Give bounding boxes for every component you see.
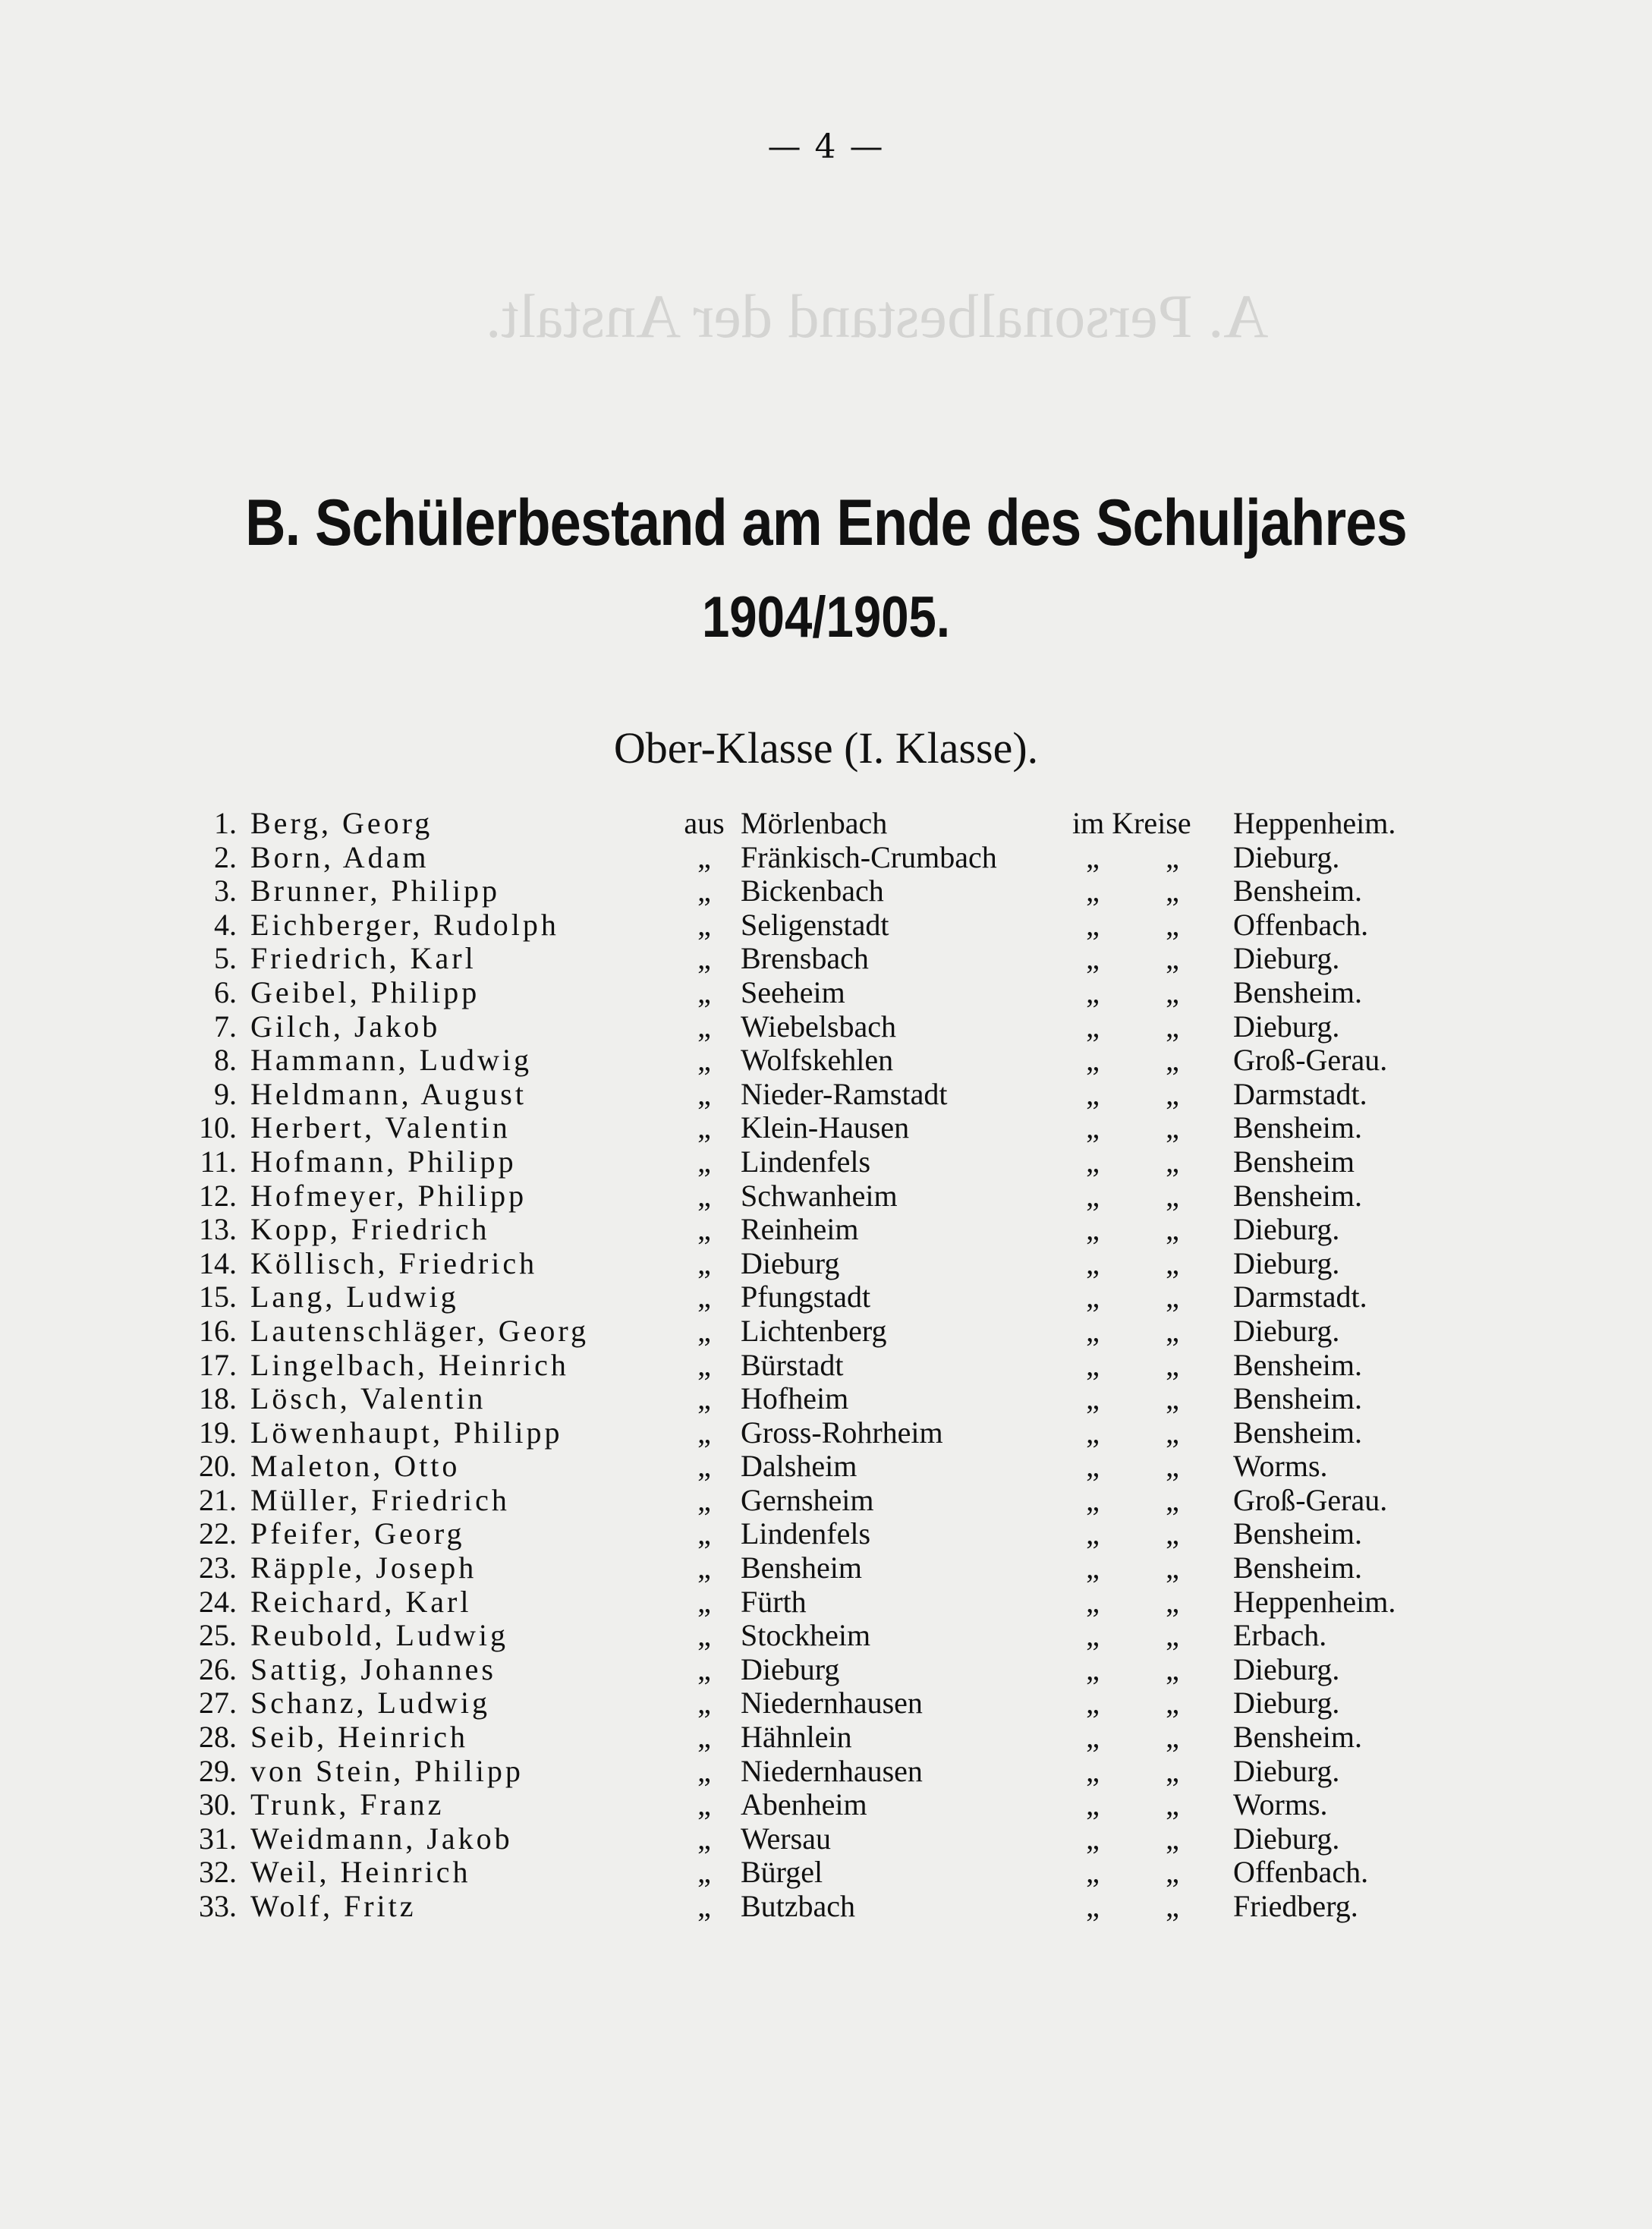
- student-name: Lösch, Valentin: [250, 1381, 486, 1416]
- section-heading: B. Schülerbestand am Ende des Schuljahres: [245, 486, 1407, 559]
- student-name: Born, Adam: [250, 839, 430, 874]
- student-name: Schanz, Ludwig: [250, 1686, 490, 1721]
- home-town: Stockheim: [741, 1618, 871, 1653]
- student-number: 17.: [199, 1347, 237, 1382]
- ditto-mark: „: [1166, 1212, 1179, 1247]
- school-year: 1904/1905.: [701, 585, 951, 650]
- student-row: [0, 1044, 1652, 1078]
- origin-marker: „: [697, 1245, 711, 1280]
- student-name: von Stein, Philipp: [250, 1753, 524, 1788]
- student-number: 7.: [214, 1009, 237, 1044]
- student-row: [0, 1585, 1652, 1620]
- ditto-mark: „: [1086, 1651, 1100, 1686]
- origin-marker: „: [697, 1618, 711, 1653]
- student-number: 15.: [199, 1280, 237, 1314]
- origin-marker: „: [697, 974, 711, 1009]
- home-town: Fränkisch-Crumbach: [741, 839, 997, 874]
- home-town: Bürstadt: [741, 1347, 844, 1382]
- origin-marker: „: [697, 1449, 711, 1484]
- district-name: Bensheim.: [1233, 1381, 1362, 1416]
- ditto-mark: „: [1166, 1821, 1179, 1856]
- home-town: Fürth: [741, 1584, 807, 1619]
- district-name: Dieburg.: [1233, 941, 1340, 976]
- ditto-mark: „: [1166, 874, 1179, 908]
- student-number: 5.: [214, 941, 237, 976]
- district-name: Bensheim.: [1233, 874, 1362, 908]
- student-number: 30.: [199, 1787, 237, 1822]
- student-number: 28.: [199, 1720, 237, 1755]
- student-number: 20.: [199, 1449, 237, 1484]
- district-name: Groß-Gerau.: [1233, 1482, 1388, 1517]
- home-town: Wolfskehlen: [741, 1043, 894, 1078]
- home-town: Seligenstadt: [741, 907, 889, 942]
- student-name: Kopp, Friedrich: [250, 1212, 490, 1247]
- ditto-mark: „: [1086, 1889, 1100, 1923]
- home-town: Dieburg: [741, 1245, 840, 1280]
- student-row: [0, 942, 1652, 976]
- home-town: Bickenbach: [741, 874, 884, 908]
- student-name: Eichberger, Rudolph: [250, 907, 559, 942]
- origin-marker: „: [697, 1280, 711, 1314]
- district-name: Friedberg.: [1233, 1889, 1358, 1923]
- student-number: 23.: [199, 1551, 237, 1585]
- ditto-mark: „: [1086, 1449, 1100, 1484]
- student-number: 4.: [214, 907, 237, 942]
- home-town: Lindenfels: [741, 1516, 871, 1551]
- district-name: Offenbach.: [1233, 907, 1369, 942]
- ditto-mark: „: [1166, 1551, 1179, 1585]
- district-name: Worms.: [1233, 1449, 1328, 1484]
- student-name: Hammann, Ludwig: [250, 1043, 533, 1078]
- student-row: [0, 1247, 1652, 1281]
- home-town: Seeheim: [741, 974, 845, 1009]
- home-town: Schwanheim: [741, 1178, 898, 1213]
- ditto-mark: „: [1086, 1584, 1100, 1619]
- ditto-mark: „: [1086, 874, 1100, 908]
- ditto-mark: „: [1086, 1720, 1100, 1755]
- student-number: 31.: [199, 1821, 237, 1856]
- student-name: Reubold, Ludwig: [250, 1618, 508, 1653]
- origin-marker: „: [697, 1178, 711, 1213]
- origin-marker: „: [697, 1787, 711, 1822]
- ditto-mark: „: [1086, 1415, 1100, 1450]
- student-number: 2.: [214, 839, 237, 874]
- ditto-mark: „: [1166, 1618, 1179, 1653]
- ditto-mark: „: [1086, 1178, 1100, 1213]
- ditto-mark: „: [1086, 1313, 1100, 1348]
- ditto-mark: „: [1166, 1415, 1179, 1450]
- district-name: Dieburg.: [1233, 839, 1340, 874]
- student-name: Weidmann, Jakob: [250, 1821, 513, 1856]
- student-row: [0, 874, 1652, 908]
- student-number: 19.: [199, 1415, 237, 1450]
- student-name: Müller, Friedrich: [250, 1482, 510, 1517]
- ditto-mark: „: [1166, 1584, 1179, 1619]
- origin-marker: „: [697, 1313, 711, 1348]
- district-name: Heppenheim.: [1233, 1584, 1396, 1619]
- origin-marker: „: [697, 874, 711, 908]
- home-town: Butzbach: [741, 1889, 856, 1923]
- ditto-mark: „: [1166, 1110, 1179, 1145]
- ditto-mark: „: [1086, 1482, 1100, 1517]
- ditto-mark: „: [1086, 1787, 1100, 1822]
- student-row: [0, 1349, 1652, 1383]
- district-name: Erbach.: [1233, 1618, 1327, 1653]
- student-number: 25.: [199, 1618, 237, 1653]
- origin-marker: „: [697, 1110, 711, 1145]
- student-name: Wolf, Fritz: [250, 1889, 417, 1923]
- home-town: Wersau: [741, 1821, 831, 1856]
- student-number: 1.: [214, 806, 237, 840]
- ditto-mark: „: [1166, 1009, 1179, 1044]
- student-row: [0, 1755, 1652, 1789]
- district-name: Darmstadt.: [1233, 1076, 1367, 1111]
- student-roster: [0, 807, 1652, 1924]
- ditto-mark: „: [1166, 1043, 1179, 1078]
- home-town: Mörlenbach: [741, 806, 888, 840]
- student-row: [0, 1551, 1652, 1585]
- origin-marker: „: [697, 907, 711, 942]
- student-name: Berg, Georg: [250, 806, 433, 840]
- ditto-mark: „: [1166, 1482, 1179, 1517]
- student-number: 27.: [199, 1686, 237, 1721]
- student-number: 16.: [199, 1313, 237, 1348]
- district-name: Bensheim.: [1233, 974, 1362, 1009]
- student-row: [0, 1517, 1652, 1551]
- student-row: [0, 1010, 1652, 1044]
- origin-marker: „: [697, 1009, 711, 1044]
- origin-marker: „: [697, 1144, 711, 1179]
- district-name: Darmstadt.: [1233, 1280, 1367, 1314]
- student-number: 18.: [199, 1381, 237, 1416]
- ditto-mark: „: [1086, 1753, 1100, 1788]
- student-number: 14.: [199, 1245, 237, 1280]
- ditto-mark: „: [1166, 941, 1179, 976]
- ditto-mark: „: [1166, 974, 1179, 1009]
- origin-marker: „: [697, 839, 711, 874]
- origin-marker: „: [697, 1415, 711, 1450]
- district-name: Dieburg.: [1233, 1821, 1340, 1856]
- ditto-mark: „: [1166, 1686, 1179, 1721]
- student-number: 33.: [199, 1889, 237, 1923]
- origin-marker: „: [697, 1043, 711, 1078]
- ditto-mark: „: [1086, 1076, 1100, 1111]
- ditto-mark: „: [1086, 1381, 1100, 1416]
- home-town: Pfungstadt: [741, 1280, 871, 1314]
- home-town: Dieburg: [741, 1651, 840, 1686]
- student-row: [0, 1213, 1652, 1247]
- district-name: Bensheim: [1233, 1144, 1355, 1179]
- student-number: 8.: [214, 1043, 237, 1078]
- student-name: Pfeifer, Georg: [250, 1516, 465, 1551]
- district-name: Offenbach.: [1233, 1855, 1369, 1890]
- student-number: 12.: [199, 1178, 237, 1213]
- student-name: Herbert, Valentin: [250, 1110, 511, 1145]
- district-name: Bensheim.: [1233, 1110, 1362, 1145]
- student-number: 3.: [214, 874, 237, 908]
- ditto-mark: „: [1086, 907, 1100, 942]
- student-row: [0, 807, 1652, 841]
- district-name: Dieburg.: [1233, 1212, 1340, 1247]
- student-number: 9.: [214, 1076, 237, 1111]
- student-row: [0, 1788, 1652, 1822]
- student-row: [0, 1416, 1652, 1450]
- class-title: Ober-Klasse (I. Klasse).: [613, 723, 1039, 773]
- district-name: Bensheim.: [1233, 1347, 1362, 1382]
- ditto-mark: „: [1166, 1347, 1179, 1382]
- ditto-mark: „: [1086, 1212, 1100, 1247]
- origin-marker: „: [697, 1889, 711, 1923]
- page-number: — 4 —: [767, 128, 885, 166]
- ditto-mark: „: [1166, 1855, 1179, 1890]
- home-town: Klein-Hausen: [741, 1110, 910, 1145]
- origin-marker: „: [697, 1347, 711, 1382]
- home-town: Brensbach: [741, 941, 869, 976]
- student-row: [0, 1314, 1652, 1349]
- origin-marker: „: [697, 1076, 711, 1111]
- district-name: Dieburg.: [1233, 1686, 1340, 1721]
- student-name: Hofmann, Philipp: [250, 1144, 517, 1179]
- district-name: Bensheim.: [1233, 1551, 1362, 1585]
- student-name: Lang, Ludwig: [250, 1280, 459, 1314]
- origin-marker: „: [697, 1551, 711, 1585]
- ditto-mark: „: [1086, 839, 1100, 874]
- student-row: [0, 1890, 1652, 1924]
- ditto-mark: „: [1086, 1821, 1100, 1856]
- home-town: Hähnlein: [741, 1720, 852, 1755]
- origin-marker: „: [697, 1516, 711, 1551]
- student-number: 22.: [199, 1516, 237, 1551]
- ditto-mark: „: [1166, 1144, 1179, 1179]
- ditto-mark: „: [1086, 974, 1100, 1009]
- ditto-mark: „: [1166, 1753, 1179, 1788]
- home-town: Dalsheim: [741, 1449, 857, 1484]
- ditto-mark: „: [1166, 1381, 1179, 1416]
- ditto-mark: „: [1166, 1889, 1179, 1923]
- student-name: Hofmeyer, Philipp: [250, 1178, 527, 1213]
- student-row: [0, 1484, 1652, 1518]
- district-name: Dieburg.: [1233, 1651, 1340, 1686]
- origin-marker: „: [697, 1821, 711, 1856]
- student-number: 11.: [200, 1144, 237, 1179]
- student-name: Löwenhaupt, Philipp: [250, 1415, 563, 1450]
- ditto-mark: „: [1086, 1280, 1100, 1314]
- student-name: Maleton, Otto: [250, 1449, 461, 1484]
- ditto-mark: „: [1086, 1144, 1100, 1179]
- ditto-mark: „: [1166, 1651, 1179, 1686]
- student-row: [0, 908, 1652, 943]
- ditto-mark: „: [1166, 1787, 1179, 1822]
- ditto-mark: „: [1086, 1618, 1100, 1653]
- ditto-mark: „: [1166, 1280, 1179, 1314]
- student-row: [0, 1653, 1652, 1687]
- district-name: Bensheim.: [1233, 1516, 1362, 1551]
- ditto-mark: „: [1086, 1686, 1100, 1721]
- origin-marker: „: [697, 1212, 711, 1247]
- origin-marker: „: [697, 1482, 711, 1517]
- home-town: Hofheim: [741, 1381, 849, 1416]
- home-town: Reinheim: [741, 1212, 859, 1247]
- student-name: Heldmann, August: [250, 1076, 527, 1111]
- student-name: Köllisch, Friedrich: [250, 1245, 538, 1280]
- ditto-mark: „: [1086, 1551, 1100, 1585]
- student-name: Seib, Heinrich: [250, 1720, 469, 1755]
- student-row: [0, 841, 1652, 875]
- student-row: [0, 1822, 1652, 1856]
- student-number: 24.: [199, 1584, 237, 1619]
- district-name: Dieburg.: [1233, 1009, 1340, 1044]
- bleed-through-heading: A. Personalbestand der Anstalt.: [486, 282, 1269, 351]
- origin-marker: „: [697, 941, 711, 976]
- home-town: Nieder-Ramstadt: [741, 1076, 948, 1111]
- student-row: [0, 1111, 1652, 1145]
- student-row: [0, 1078, 1652, 1112]
- district-name: Bensheim.: [1233, 1178, 1362, 1213]
- student-name: Friedrich, Karl: [250, 941, 477, 976]
- origin-marker: „: [697, 1720, 711, 1755]
- origin-marker: aus: [684, 806, 725, 840]
- student-name: Gilch, Jakob: [250, 1009, 441, 1044]
- student-name: Lingelbach, Heinrich: [250, 1347, 569, 1382]
- ditto-mark: „: [1086, 1110, 1100, 1145]
- ditto-mark: „: [1166, 1516, 1179, 1551]
- home-town: Bensheim: [741, 1551, 862, 1585]
- student-row: [0, 1145, 1652, 1179]
- ditto-mark: „: [1086, 1516, 1100, 1551]
- ditto-mark: „: [1166, 839, 1179, 874]
- student-name: Lautenschläger, Georg: [250, 1313, 589, 1348]
- ditto-mark: „: [1086, 1043, 1100, 1078]
- ditto-mark: „: [1086, 1245, 1100, 1280]
- ditto-mark: „: [1086, 1009, 1100, 1044]
- district-name: Dieburg.: [1233, 1245, 1340, 1280]
- home-town: Niedernhausen: [741, 1753, 923, 1788]
- home-town: Gross-Rohrheim: [741, 1415, 943, 1450]
- ditto-mark: „: [1166, 1313, 1179, 1348]
- district-name: Bensheim.: [1233, 1720, 1362, 1755]
- district-name: Heppenheim.: [1233, 806, 1396, 840]
- ditto-mark: „: [1166, 1178, 1179, 1213]
- district-name: Dieburg.: [1233, 1313, 1340, 1348]
- origin-marker: „: [697, 1753, 711, 1788]
- student-name: Räpple, Joseph: [250, 1551, 477, 1585]
- kreis-label: im Kreise: [1072, 806, 1191, 840]
- student-number: 13.: [199, 1212, 237, 1247]
- student-name: Reichard, Karl: [250, 1584, 472, 1619]
- district-name: Bensheim.: [1233, 1415, 1362, 1450]
- home-town: Lindenfels: [741, 1144, 871, 1179]
- student-number: 26.: [199, 1651, 237, 1686]
- origin-marker: „: [697, 1651, 711, 1686]
- student-row: [0, 1619, 1652, 1653]
- student-number: 21.: [199, 1482, 237, 1517]
- home-town: Niedernhausen: [741, 1686, 923, 1721]
- student-row: [0, 1382, 1652, 1416]
- origin-marker: „: [697, 1686, 711, 1721]
- home-town: Lichtenberg: [741, 1313, 887, 1348]
- student-row: [0, 1686, 1652, 1721]
- district-name: Groß-Gerau.: [1233, 1043, 1388, 1078]
- ditto-mark: „: [1166, 1449, 1179, 1484]
- origin-marker: „: [697, 1381, 711, 1416]
- origin-marker: „: [697, 1855, 711, 1890]
- ditto-mark: „: [1086, 1347, 1100, 1382]
- student-row: [0, 976, 1652, 1010]
- student-name: Trunk, Franz: [250, 1787, 445, 1822]
- student-row: [0, 1721, 1652, 1755]
- district-name: Worms.: [1233, 1787, 1328, 1822]
- student-number: 29.: [199, 1753, 237, 1788]
- student-number: 6.: [214, 974, 237, 1009]
- ditto-mark: „: [1086, 1855, 1100, 1890]
- ditto-mark: „: [1166, 1076, 1179, 1111]
- home-town: Gernsheim: [741, 1482, 874, 1517]
- ditto-mark: „: [1166, 1720, 1179, 1755]
- home-town: Abenheim: [741, 1787, 867, 1822]
- student-name: Weil, Heinrich: [250, 1855, 471, 1890]
- student-row: [0, 1179, 1652, 1214]
- district-name: Dieburg.: [1233, 1753, 1340, 1788]
- ditto-mark: „: [1166, 907, 1179, 942]
- student-name: Sattig, Johannes: [250, 1651, 496, 1686]
- student-name: Brunner, Philipp: [250, 874, 501, 908]
- student-row: [0, 1450, 1652, 1484]
- student-name: Geibel, Philipp: [250, 974, 480, 1009]
- home-town: Bürgel: [741, 1855, 823, 1890]
- home-town: Wiebelsbach: [741, 1009, 896, 1044]
- student-row: [0, 1856, 1652, 1890]
- origin-marker: „: [697, 1584, 711, 1619]
- student-row: [0, 1280, 1652, 1314]
- student-number: 32.: [199, 1855, 237, 1890]
- ditto-mark: „: [1166, 1245, 1179, 1280]
- student-number: 10.: [199, 1110, 237, 1145]
- ditto-mark: „: [1086, 941, 1100, 976]
